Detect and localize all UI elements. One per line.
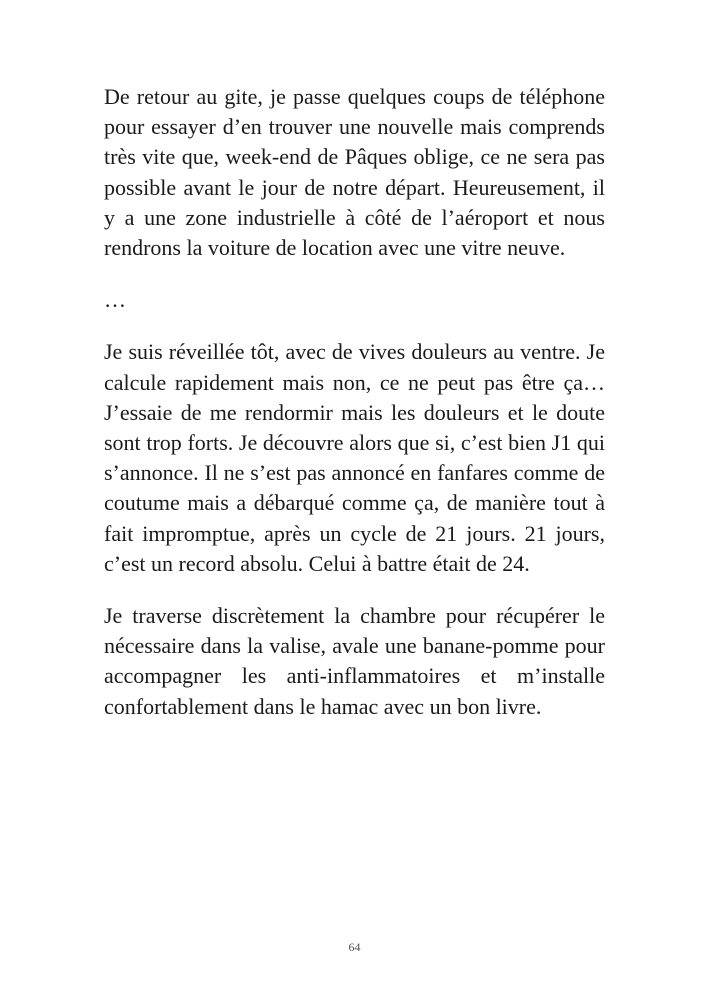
paragraph-wake-up: Je suis réveillée tôt, avec de vives douleurs au ventre. Je calcule rapidement mais non, ce ne peut pas être ça… J’essaie de me rendormir mais les douleurs et le doute sont trop forts. Je découvre alors que si, c’est bien J1 qui s’annonce. Il ne s’est pas annoncé en fanfares comme de coutume mais a débarqué comme ça, de manière tout à fait impromptue, après un cycle de 21 jours. 21 jours, c’est un record absolu. Celui à battre était de 24. (104, 339, 605, 576)
paragraph-hammock: Je traverse discrètement la chambre pour récupérer le nécessaire dans la valise, avale une banane-pomme pour accompagner les anti-inflammatoires et m’installe confortablement dans le hamac avec un bon livre. (104, 603, 605, 719)
text-body (104, 82, 605, 744)
page-number: 64 (348, 940, 361, 954)
ellipsis-separator: … (104, 287, 126, 313)
paragraph-gite: De retour au gite, je passe quelques coups de téléphone pour essayer d’en trouver une nouvelle mais comprends très vite que, week-end de Pâques oblige, ce ne sera pas possible avant le jour de notre départ. Heureusement, il y a une zone industrielle à côté de l’aéroport et nous rendrons la voiture de location avec une vitre neuve. (104, 84, 605, 261)
